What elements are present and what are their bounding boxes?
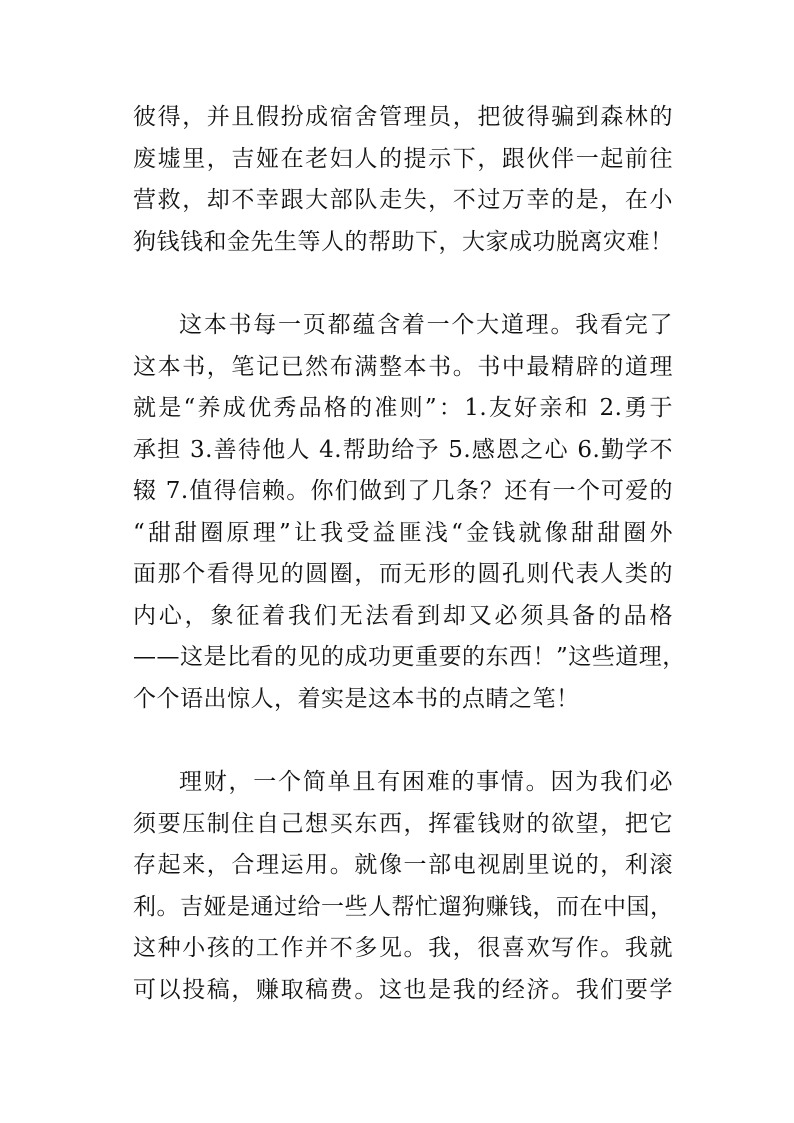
paragraph-line: 这本书，笔记已然布满整本书。书中最精辟的道理 xyxy=(133,353,673,380)
paragraph-line: 可以投稿，赚取稿费。这也是我的经济。我们要学 xyxy=(133,976,673,1003)
paragraph-line: 辍 7.值得信赖。你们做到了几条？还有一个可爱的 xyxy=(133,478,673,504)
paragraph-line: 利。吉娅是通过给一些人帮忙遛狗赚钱，而在中国， xyxy=(133,893,674,920)
paragraph-line: 这本书每一页都蕴含着一个大道理。我看完了 xyxy=(179,312,673,338)
paragraph-line: 存起来，合理运用。就像一部电视剧里说的，利滚 xyxy=(133,852,673,878)
paragraph-line: 内心，象征着我们无法看到却又必须具备的品格 xyxy=(133,602,673,629)
paragraph-1 xyxy=(133,97,673,263)
paragraph-line: 这种小孩的工作并不多见。我，很喜欢写作。我就 xyxy=(133,935,673,961)
paragraph-line: 彼得，并且假扮成宿舍管理员，把彼得骗到森林的 xyxy=(133,104,673,130)
paragraph-line: 个个语出惊人，着实是这本书的点睛之笔！ xyxy=(133,685,580,712)
paragraph-line: ——这是比看的见的成功更重要的东西！”这些道理， xyxy=(133,644,686,670)
paragraph-line: 狗钱钱和金先生等人的帮助下，大家成功脱离灾难！ xyxy=(133,228,674,255)
paragraph-3 xyxy=(133,762,673,1011)
paragraph-line: 承担 3.善待他人 4.帮助给予 5.感恩之心 6.勤学不 xyxy=(133,436,673,463)
paragraph-line: “甜甜圈原理”让我受益匪浅“金钱就像甜甜圈外 xyxy=(133,519,673,546)
paragraph-line: 须要压制住自己想买东西，挥霍钱财的欲望，把它 xyxy=(133,810,673,837)
paragraph-line: 就是“养成优秀品格的准则”：1.友好亲和 2.勇于 xyxy=(133,395,673,421)
paragraph-line: 理财，一个简单且有困难的事情。因为我们必 xyxy=(179,769,673,795)
paragraph-line: 废墟里，吉娅在老妇人的提示下，跟伙伴一起前往 xyxy=(133,145,673,172)
paragraph-2 xyxy=(133,305,686,720)
paragraph-line: 面那个看得见的圆圈，而无形的圆孔则代表人类的 xyxy=(133,561,673,587)
paragraph-line: 营救，却不幸跟大部队走失，不过万幸的是，在小 xyxy=(133,187,673,213)
